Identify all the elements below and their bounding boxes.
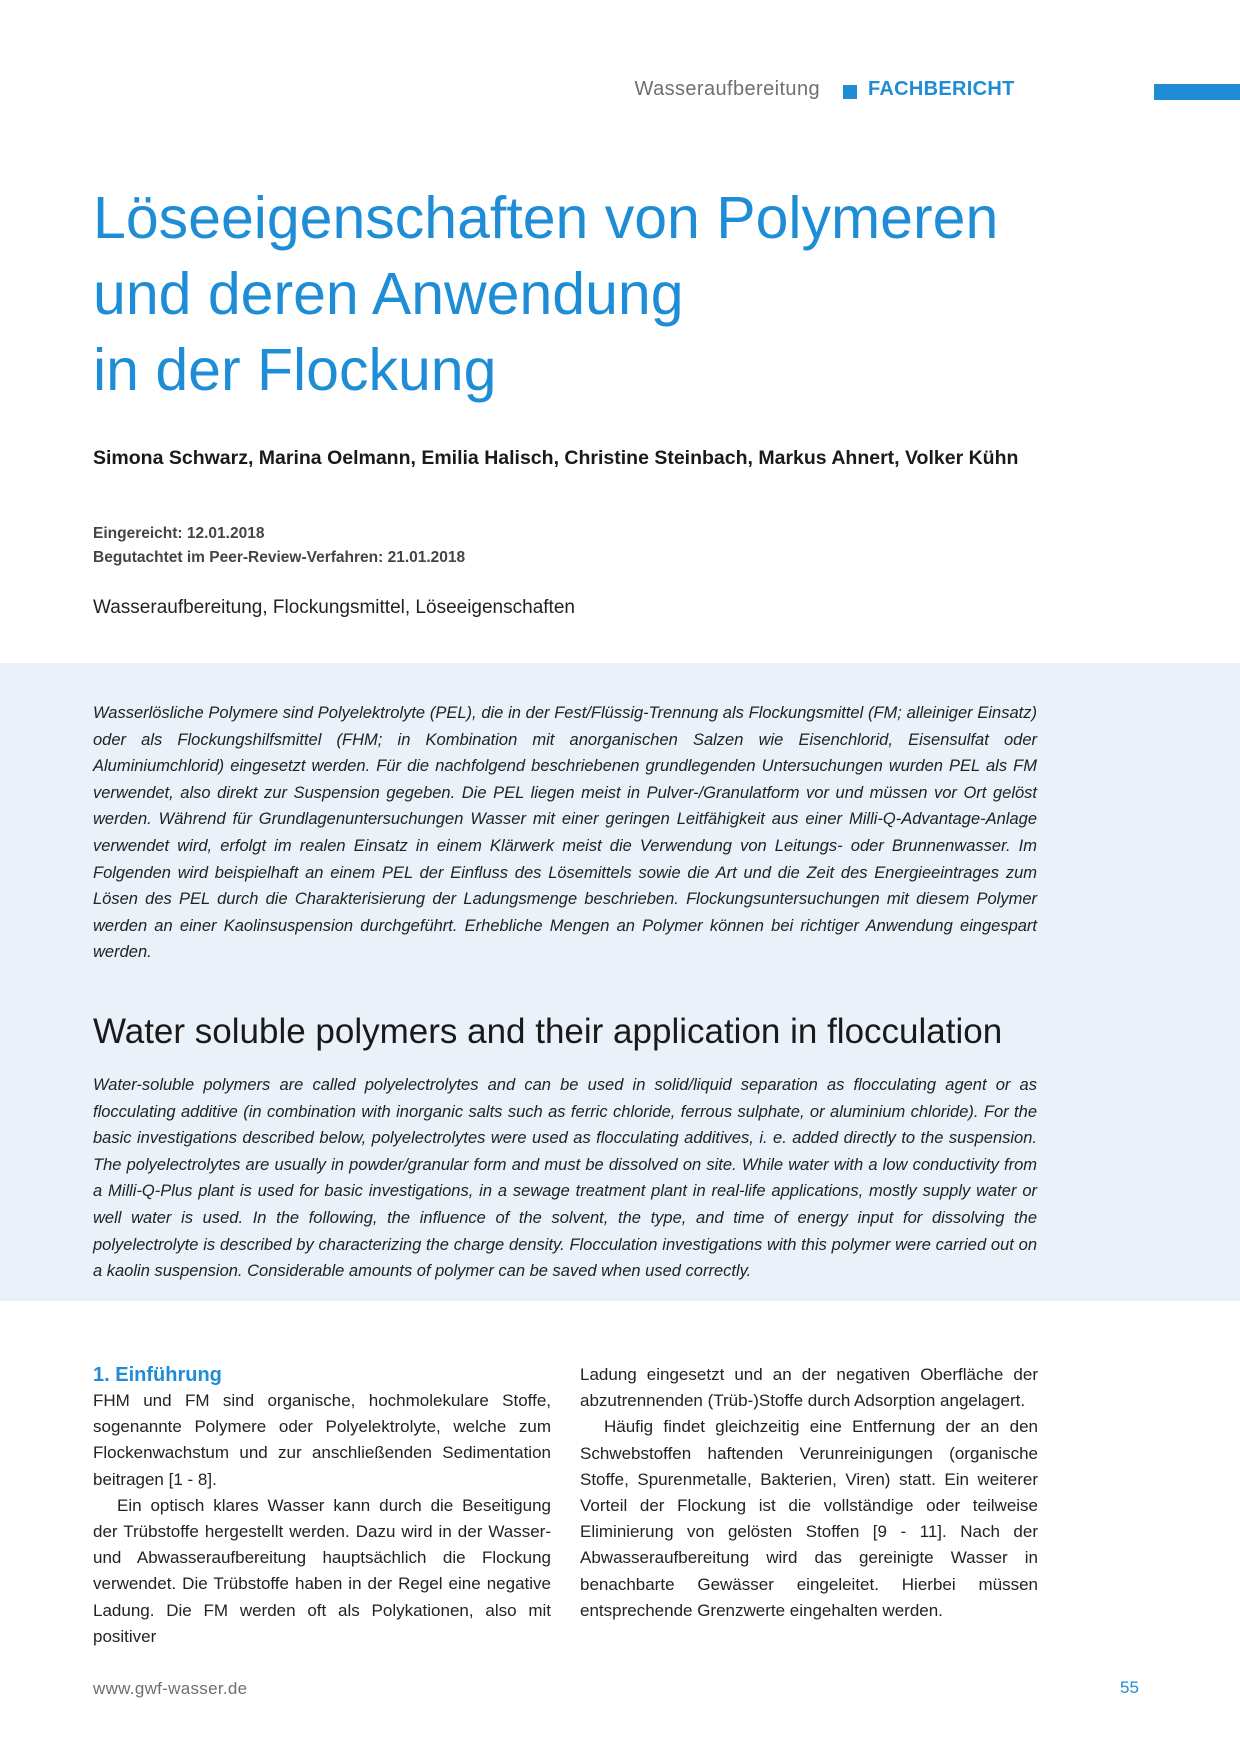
header-square-marker (843, 85, 857, 99)
reviewed-date: Begutachtet im Peer-Review-Verfahren: 21.01.2018 (93, 549, 466, 566)
abstract-english: Water-soluble polymers are called polyelectrolytes and can be used in solid/liquid separation as flocculating agent or as flocculating additive (in combination with inorganic salts such as ferric chloride, ferrous sulphate, or aluminium chloride). For the basic investigations described below, polyelectrolytes were used as flocculating additives, i. e. added directly to the suspension. The polyelectrolytes are usually in powder/granular form and must be dissolved on site. While water with a low conductivity from a Milli-Q-Plus plant is used for basic investigations, in a sewage treatment plant in real-life applications, mostly supply water or well water is used. In the following, the influence of the solvent, the type, and time of energy input for dissolving the polyelectrolyte is described by characterizing the charge density. Flocculation investigations with this polymer were carried out on a kaolin suspension. Considerable amounts of polymer can be saved when used correctly. (93, 1076, 1037, 1281)
header-category: Wasseraufbereitung (634, 78, 820, 100)
keywords: Wasseraufbereitung, Flockungsmittel, Löseeigenschaften (93, 597, 575, 618)
paragraph: Ladung eingesetzt und an der negativen Oberfläche der abzutrennenden (Trüb-)Stoffe durch Adsorption angelagert. (580, 1365, 1038, 1411)
title-line-2: und deren Anwendung (93, 261, 684, 327)
author-list: Simona Schwarz, Marina Oelmann, Emilia Halisch, Christine Steinbach, Markus Ahnert, Volker Kühn (93, 447, 1019, 469)
abstract-german: Wasserlösliche Polymere sind Polyelektrolyte (PEL), die in der Fest/Flüssig-Trennung als Flockungsmittel (FM; alleiniger Einsatz) oder als Flockungshilfsmittel (FHM; in Kombination mit anorganischen Salzen wie Eisenchlorid, Eisensulfat oder Aluminiumchlorid) eingesetzt werden. Für die nachfolgend beschriebenen grundlegenden Untersuchungen wurden PEL als FM verwendet, also direkt zur Suspension gegeben. Die PEL liegen meist in Pulver-/Granulatform vor und müssen vor Ort gelöst werden. Während für Grundlagenuntersuchungen Wasser mit einer geringen Leitfähigkeit aus einer Milli-Q-Advantage-Anlage verwendet wird, erfolgt im realen Einsatz in einem Klärwerk meist die Verwendung von Leitungs- oder Brunnenwasser. Im Folgenden wird beispielhaft an einem PEL der Einfluss des Lösemittels sowie die Art und die Zeit des Energieeintrages zum Lösen des PEL durch die Charakterisierung der Ladungsmenge beschrieben. Flockungsuntersuchungen mit diesem Polymer werden an einer Kaolinsuspension durchgeführt. Erhebliche Mengen an Polymer können bei richtiger Anwendung eingespart werden. (93, 704, 1037, 962)
paragraph: FHM und FM sind organische, hochmolekulare Stoffe, sogenannte Polymere oder Polyelektrolyte, welche zum Flockenwachstum und zur anschließenden Sedimentation beitragen [1 - 8]. (93, 1391, 551, 1489)
footer-url: www.gwf-wasser.de (93, 1679, 248, 1698)
title-line-3: in der Flockung (93, 337, 497, 403)
paragraph: Häufig findet gleichzeitig eine Entfernung der an den Schwebstoffen haftenden Verunreinigungen (organische Stoffe, Spurenmetalle, Bakterien, Viren) statt. Ein weiterer Vorteil der Flockung ist die vollständige oder teilweise Eliminierung von gelösten Stoffen [9 - 11]. Nach der Abwasseraufbereitung wird das gereinigte Wasser in benachbarte Gewässer eingeleitet. Hierbei müssen entsprechende Grenzwerte eingehalten werden. (580, 1417, 1038, 1620)
page-number: 55 (1120, 1678, 1139, 1697)
submitted-date: Eingereicht: 12.01.2018 (93, 525, 265, 542)
header-accent-bar (1154, 84, 1240, 100)
section-heading: 1. Einführung (93, 1364, 222, 1386)
header-article-type: FACHBERICHT (868, 78, 1015, 100)
paragraph: Ein optisch klares Wasser kann durch die Beseitigung der Trübstoffe hergestellt werden. Dazu wird in der Wasser- und Abwasseraufbereitung hauptsächlich die Flockung verwendet. Die Trübstoffe haben in der Regel eine negative Ladung. Die FM werden oft als Polykationen, also mit positiver (93, 1495, 551, 1646)
review-dates (93, 522, 465, 570)
body-column-left (93, 1362, 551, 1650)
english-title: Water soluble polymers and their application in flocculation (93, 1012, 1003, 1051)
title-line-1: Löseeigenschaften von Polymeren (93, 185, 999, 251)
body-column-right (580, 1362, 1038, 1624)
article-title (93, 180, 1093, 408)
